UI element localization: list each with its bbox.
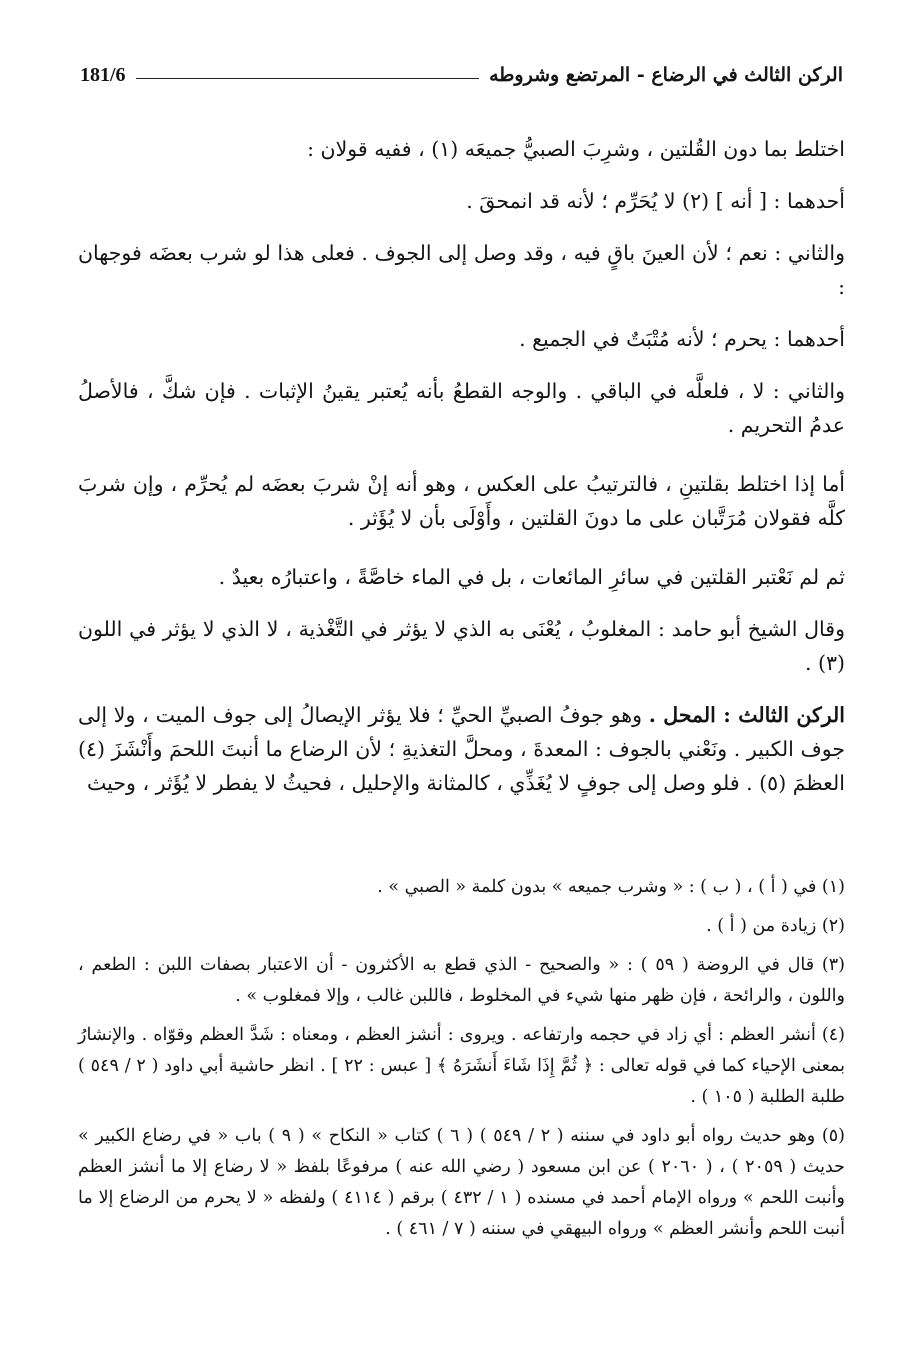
section-text: وهو جوفُ الصبيِّ الحيِّ ؛ فلا يؤثر الإيصالُ إلى جوف الميت ، ولا إلى جوف الكبير . ونَعْني بالجوف : المعدةَ ، ومحلَّ التغذيةِ ؛ لأن الرضاع ما أنبتَ اللحمَ وأَنْشَزَ (٤) العظمَ (٥) . فلو وصل إلى جوفٍ لا يُغَذِّي ، كالمثانة والإحليل ، فحيثُ لا يفطر لا يُؤَثر ، وحيث <box>78 703 845 795</box>
footnote-2: (٢) زيادة من ( أ ) . <box>706 916 845 936</box>
running-title: الركن الثالث في الرضاع - المرتضع وشروطه <box>489 64 843 86</box>
running-header <box>80 58 843 92</box>
footnote-3: (٣) قال في الروضة ( ٥٩ ) : « والصحيح - الذي قطع به الأكثرون - أن الاعتبار بصفات اللبن : الطعم ، واللون ، والرائحة ، فإن ظهر منها شيء في المخلوط ، فاللبن غالب ، وإلا فمغلوب » . <box>78 955 845 1006</box>
footnote-5: (٥) وهو حديث رواه أبو داود في سننه ( ٢ / ٥٤٩ ) ( ٦ ) كتاب « النكاح » ( ٩ ) باب « في رضاع الكبير » حديث ( ٢٠٥٩ ) ، ( ٢٠٦٠ ) عن ابن مسعود ( رضي الله عنه ) مرفوعًا بلفظ « لا رضاع إلا ما أنشز العظم وأنبت اللحم » ورواه الإمام أحمد في مسنده ( ١ / ٤٣٢ ) برقم ( ٤١١٤ ) ولفظه « لا يحرم من الرضاع إلا ما أنبت اللحم وأنشر العظم » ورواه البيهقي في سننه ( ٧ / ٤٦١ ) . <box>78 1126 845 1239</box>
paragraph-3: والثاني : نعم ؛ لأن العينَ باقٍ فيه ، وقد وصل إلى الجوف . فعلى هذا لو شرب بعضَه فوجهان : <box>78 241 845 299</box>
footnote-1: (١) في ( أ ) ، ( ب ) : « وشرب جميعه » بدون كلمة « الصبي » . <box>377 877 845 897</box>
paragraph-5: والثاني : لا ، فلعلَّه في الباقي . والوجه القطعُ بأنه يُعتبر يقينُ الإثبات . فإن شكَّ ، فالأصلُ عدمُ التحريم . <box>78 379 845 437</box>
paragraph-9 <box>78 698 845 800</box>
footnotes <box>78 872 845 1253</box>
section-heading: الركن الثالث : المحل . <box>648 703 845 727</box>
header-rule <box>136 78 480 79</box>
footnote-4: (٤) أنشر العظم : أي زاد في حجمه وارتفاعه . ويروى : أنشز العظم ، ومعناه : شَدَّ العظم وقوّاه . والإنشارُ بمعنى الإحياء كما في قوله تعالى : ﴿ ثُمَّ إِذَا شَاءَ أَنشَرَهُ ﴾ [ عبس : ٢٢ ] . انظر حاشية أبي داود ( ٢ / ٥٤٩ ) طلبة الطلبة ( ١٠٥ ) . <box>78 1025 845 1107</box>
paragraph-4: أحدهما : يحرم ؛ لأنه مُتْبَتٌ في الجميع . <box>519 327 845 351</box>
paragraph-2: أحدهما : [ أنه ] (٢) لا يُحَرِّم ؛ لأنه قد انمحقَ . <box>466 189 845 213</box>
paragraph-8: وقال الشيخ أبو حامد : المغلوبُ ، يُعْنَى به الذي لا يؤثر في التَّغْذية ، لا الذي لا يؤثر في اللون (٣) . <box>78 617 845 675</box>
paragraph-6: أما إذا اختلط بقلتينِ ، فالترتيبُ على العكس ، وهو أنه إنْ شربَ بعضَه لم يُحرِّم ، وإن شربَ كلَّه فقولان مُرَتَّبان على ما دونَ القلتين ، وأَوْلَى بأن لا يُؤَثر . <box>78 472 845 530</box>
page-number: 181/6 <box>80 63 126 86</box>
paragraph-1: اختلط بما دون القُلتين ، وشرِبَ الصبيُّ جميعَه (١) ، ففيه قولان : <box>307 137 845 161</box>
main-text <box>78 132 845 800</box>
paragraph-7: ثم لم نَعْتبر القلتين في سائرِ المائعات ، بل في الماء خاصَّةً ، واعتبارُه بعيدٌ . <box>218 565 845 589</box>
